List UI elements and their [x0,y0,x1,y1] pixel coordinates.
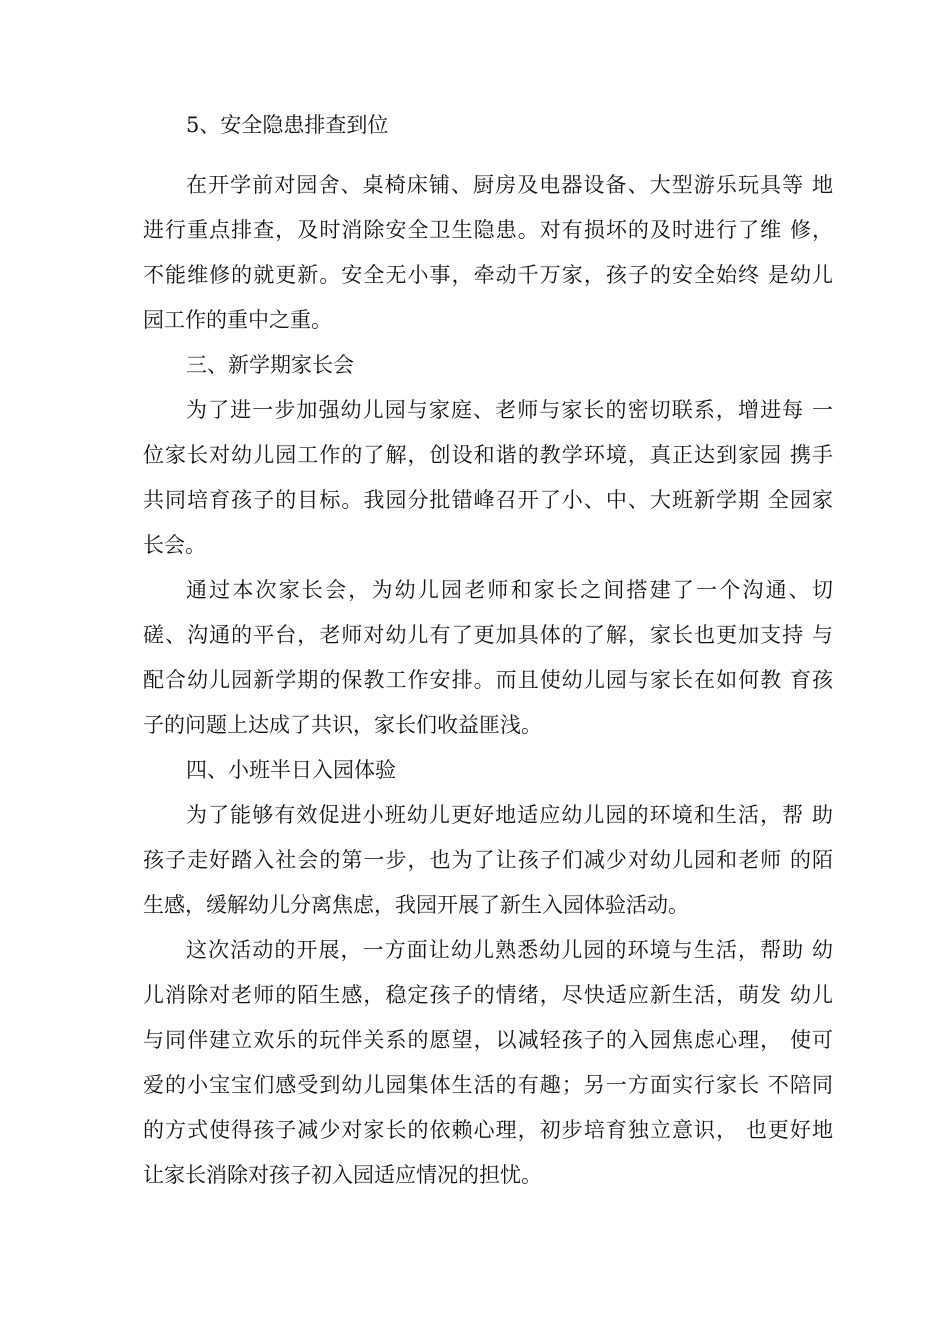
section-3-heading: 三、新学期家长会 [186,353,354,377]
paragraph-line: 为了能够有效促进小班幼儿更好地适应幼儿园的环境和生活，帮 助 [186,803,833,827]
paragraph-line: 通过本次家长会，为幼儿园老师和家长之间搭建了一个沟通、切 [186,578,833,602]
section-4-heading: 四、小班半日入园体验 [186,758,396,782]
paragraph-line: 不能维修的就更新。安全无小事，牵动千万家，孩子的安全始终 是幼儿 [143,263,833,287]
paragraph-line: 磋、沟通的平台，老师对幼儿有了更加具体的了解，家长也更加支持 与 [143,623,833,647]
paragraph-line: 儿消除对老师的陌生感，稳定孩子的情绪，尽快适应新生活，萌发 幼儿 [143,983,833,1007]
paragraph-line: 孩子走好踏入社会的第一步，也为了让孩子们减少对幼儿园和老师 的陌 [143,848,833,872]
paragraph-line: 为了进一步加强幼儿园与家庭、老师与家长的密切联系，增进每 一 [186,398,833,422]
paragraph-line: 生感，缓解幼儿分离焦虑，我园开展了新生入园体验活动。 [143,893,689,917]
section-5-heading: 5、安全隐患排查到位 [186,113,389,137]
paragraph-line: 让家长消除对孩子初入园适应情况的担忧。 [143,1163,542,1187]
paragraph-line: 的方式使得孩子减少对家长的依赖心理，初步培育独立意识， 也更好地 [143,1118,833,1142]
paragraph-line: 爱的小宝宝们感受到幼儿园集体生活的有趣；另一方面实行家长 不陪同 [143,1073,833,1097]
paragraph-line: 与同伴建立欢乐的玩伴关系的愿望，以减轻孩子的入园焦虑心理， 使可 [143,1028,833,1052]
paragraph-line: 位家长对幼儿园工作的了解，创设和谐的教学环境，真正达到家园 携手 [143,443,833,467]
paragraph-line: 长会。 [143,533,206,557]
paragraph-line: 在开学前对园舍、桌椅床铺、厨房及电器设备、大型游乐玩具等 地 [186,173,833,197]
paragraph-line: 配合幼儿园新学期的保教工作安排。而且使幼儿园与家长在如何教 育孩 [143,668,833,692]
paragraph-line: 共同培育孩子的目标。我园分批错峰召开了小、中、大班新学期 全园家 [143,488,833,512]
paragraph-line: 进行重点排查，及时消除安全卫生隐患。对有损坏的及时进行了维 修， [143,218,833,242]
paragraph-line: 园工作的重中之重。 [143,308,332,332]
paragraph-line: 子的问题上达成了共识，家长们收益匪浅。 [143,713,542,737]
paragraph-line: 这次活动的开展，一方面让幼儿熟悉幼儿园的环境与生活，帮助 幼 [186,938,833,962]
